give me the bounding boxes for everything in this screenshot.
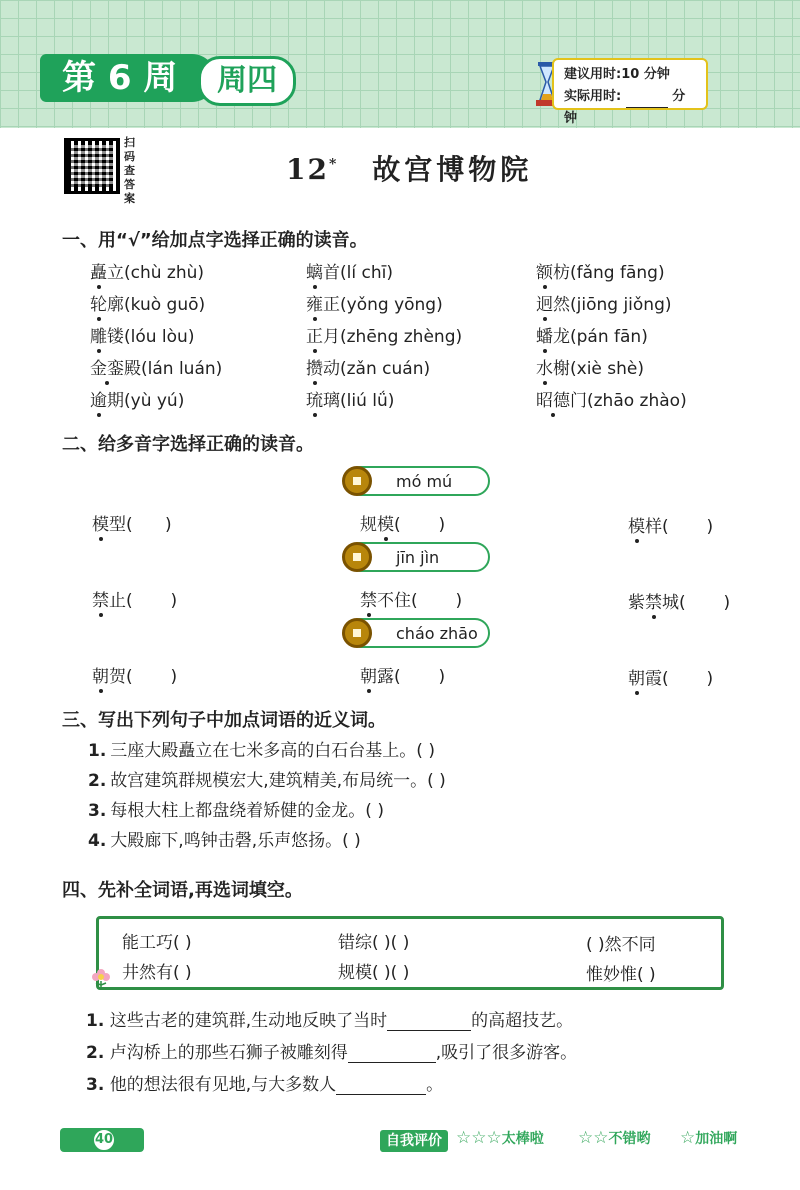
polyphone-word[interactable]: 规模( ) (360, 515, 446, 535)
pinyin-item[interactable] (90, 290, 205, 315)
pinyin-item[interactable] (306, 258, 393, 283)
actual-time (564, 86, 696, 130)
polyphone-word[interactable]: 朝霞( ) (628, 669, 714, 689)
sentence-number: 3. (86, 1075, 105, 1095)
pinyin-item[interactable] (536, 322, 648, 347)
actual-time-unit: 分钟 (564, 89, 686, 126)
week-label: 第 6 周 (40, 54, 216, 102)
pinyin-options: 月(zhēng zhèng) (323, 327, 463, 347)
qr-code-icon[interactable] (64, 138, 120, 194)
page-number-badge (60, 1128, 144, 1152)
pinyin-item[interactable] (536, 386, 687, 411)
pinyin-item[interactable] (306, 322, 462, 347)
polyphone-word[interactable]: 紫禁城( ) (628, 593, 731, 613)
pinyin-options: 然(jiōng jiǒng) (553, 295, 672, 315)
pinyin-item[interactable] (90, 354, 222, 379)
section1-heading: 一、用“√”给加点字选择正确的读音。 (62, 230, 368, 251)
pinyin-options (346, 466, 490, 496)
fill-word[interactable]: 惟妙惟( ) (586, 965, 656, 985)
pinyin-item[interactable] (90, 322, 194, 347)
suggested-time: 建议用时:10 分钟 (564, 67, 670, 82)
day-label: 周四 (198, 56, 296, 106)
page-number: 40 (92, 1128, 116, 1152)
sentence-text: 三座大殿矗立在七米多高的白石台基上。( ) (110, 741, 435, 761)
scan-label: 扫码查答案 (124, 136, 135, 205)
pinyin-options: 首(lí chī) (323, 263, 393, 283)
sentence-before: 这些古老的建筑群,生动地反映了当时 (109, 1011, 388, 1031)
flower-icon (88, 964, 114, 990)
sentence-number: 4. (88, 831, 107, 851)
dotted-char: 金銮 (90, 359, 124, 379)
polyphone-word[interactable]: 模型( ) (92, 515, 172, 535)
rating-label: 太棒啦 (501, 1131, 544, 1147)
pinyin-options: 璃(liú lǘ) (323, 391, 395, 411)
sentence-after: 。 (426, 1075, 444, 1095)
rating-label: 不错哟 (608, 1131, 651, 1147)
pinyin-options: 动(zǎn cuán) (323, 359, 431, 379)
fill-sentence (86, 1006, 573, 1031)
fill-word[interactable]: 井然有( ) (122, 963, 192, 983)
pinyin-item[interactable] (306, 386, 394, 411)
star-icon: ☆☆ (578, 1128, 609, 1148)
dotted-char: 昭德 (536, 391, 570, 411)
pinyin-options: 枋(fǎng fāng) (553, 263, 665, 283)
rating-label: 加油啊 (695, 1131, 738, 1147)
rating-good[interactable] (578, 1128, 650, 1148)
coin-icon (342, 542, 372, 572)
answer-blank[interactable] (336, 1076, 426, 1095)
polyphone-word[interactable]: 朝贺( ) (92, 667, 178, 687)
dotted-char: 琉 (306, 391, 323, 411)
section4-heading: 四、先补全词语,再选词填空。 (62, 880, 303, 901)
fill-word[interactable]: 规模( )( ) (338, 963, 410, 983)
section2-heading: 二、给多音字选择正确的读音。 (62, 434, 314, 455)
fill-word[interactable]: 错综( )( ) (338, 933, 410, 953)
synonym-sentence[interactable] (88, 796, 384, 821)
synonym-sentence[interactable] (88, 736, 435, 761)
dotted-char: 正 (306, 327, 323, 347)
sentence-before: 卢沟桥上的那些石狮子被雕刻得 (109, 1043, 348, 1063)
fill-sentence (86, 1070, 443, 1095)
pinyin-options (346, 618, 490, 648)
pinyin-item[interactable] (536, 354, 644, 379)
sentence-number: 1. (86, 1011, 105, 1031)
sentence-number: 2. (88, 771, 107, 791)
star-icon: ☆☆☆ (456, 1128, 502, 1148)
coin-icon (342, 618, 372, 648)
sentence-after: ,吸引了很多游客。 (435, 1043, 578, 1063)
pinyin-item[interactable] (306, 354, 430, 379)
pinyin-item[interactable] (90, 386, 184, 411)
sentence-before: 他的想法很有见地,与大多数人 (109, 1075, 337, 1095)
pinyin-options: 正(yǒng yōng) (323, 295, 443, 315)
polyphone-word[interactable]: 禁不住( ) (360, 591, 463, 611)
polyphone-word[interactable]: 禁止( ) (92, 591, 178, 611)
sentence-text: 每根大柱上都盘绕着矫健的金龙。( ) (110, 801, 384, 821)
pinyin-options: 门(zhāo zhào) (570, 391, 687, 411)
synonym-sentence[interactable] (88, 766, 446, 791)
lesson-mark: * (328, 156, 339, 173)
actual-time-label: 实际用时: (564, 89, 622, 104)
dotted-char: 水 (536, 359, 553, 379)
pinyin-options: 镂(lóu lòu) (107, 327, 195, 347)
dotted-char: 蟠 (536, 327, 553, 347)
lesson-name: 故宫博物院 (372, 153, 533, 186)
actual-time-blank[interactable] (626, 89, 668, 108)
dotted-char: 螭 (306, 263, 323, 283)
pinyin-item[interactable] (306, 290, 443, 315)
time-box (552, 58, 708, 126)
dotted-char: 逾 (90, 391, 107, 411)
pinyin-options (346, 542, 490, 572)
answer-blank[interactable] (348, 1044, 436, 1063)
sentence-number: 3. (88, 801, 107, 821)
dotted-char: 矗 (90, 263, 107, 283)
pinyin-options-text: jīn jìn (396, 548, 440, 567)
pinyin-options-text: mó mú (396, 472, 453, 491)
section3-heading: 三、写出下列句子中加点词语的近义词。 (62, 710, 386, 731)
fill-word[interactable]: 能工巧( ) (122, 933, 192, 953)
sentence-number: 1. (88, 741, 107, 761)
dotted-char: 雍 (306, 295, 323, 315)
rating-excellent[interactable] (456, 1128, 544, 1148)
lesson-title (286, 148, 532, 188)
star-icon: ☆ (680, 1128, 696, 1148)
pinyin-item[interactable] (536, 258, 665, 283)
dotted-char: 轮 (90, 295, 107, 315)
pinyin-item[interactable] (536, 290, 672, 315)
sentence-after: 的高超技艺。 (471, 1011, 574, 1031)
pinyin-options: 期(yù yú) (107, 391, 185, 411)
synonym-sentence[interactable] (88, 826, 361, 851)
rating-keep-going[interactable] (680, 1128, 737, 1148)
sentence-number: 2. (86, 1043, 105, 1063)
pinyin-options: 立(chù zhù) (107, 263, 205, 283)
self-eval-label: 自我评价 (380, 1130, 448, 1152)
sentence-text: 故宫建筑群规模宏大,建筑精美,布局统一。( ) (110, 771, 446, 791)
lesson-number: 12 (286, 153, 329, 186)
pinyin-options: 榭(xiè shè) (553, 359, 645, 379)
pinyin-item[interactable] (90, 258, 204, 283)
answer-blank[interactable] (387, 1012, 471, 1031)
sentence-text: 大殿廊下,鸣钟击磬,乐声悠扬。( ) (110, 831, 361, 851)
polyphone-word[interactable]: 模样( ) (628, 517, 714, 537)
pinyin-options: 廓(kuò guō) (107, 295, 206, 315)
fill-word[interactable]: ( )然不同 (586, 935, 656, 955)
pinyin-options-text: cháo zhāo (396, 624, 478, 643)
dotted-char: 额 (536, 263, 553, 283)
coin-icon (342, 466, 372, 496)
fill-sentence (86, 1038, 577, 1063)
pinyin-options: 龙(pán fān) (553, 327, 648, 347)
pinyin-options: 殿(lán luán) (124, 359, 223, 379)
dotted-char: 攒 (306, 359, 323, 379)
dotted-char: 迥 (536, 295, 553, 315)
polyphone-word[interactable]: 朝露( ) (360, 667, 446, 687)
dotted-char: 雕 (90, 327, 107, 347)
